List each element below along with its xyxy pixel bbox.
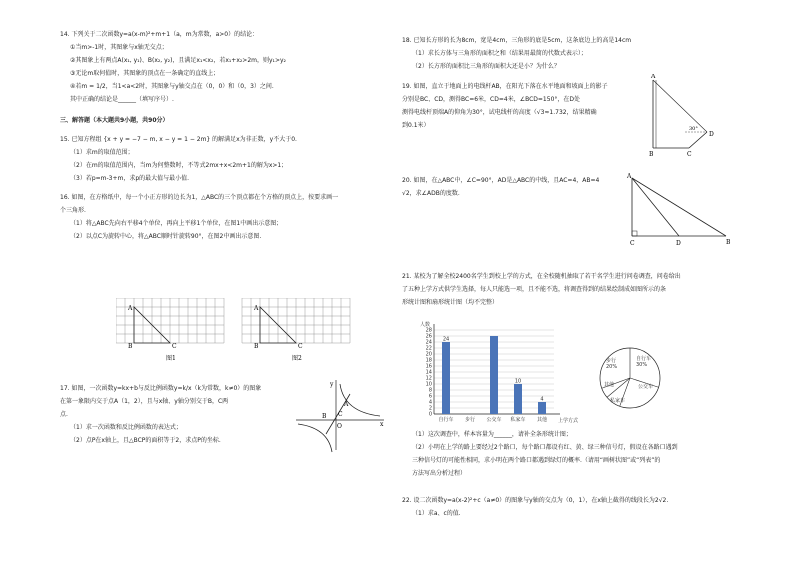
q17-stem-end: 点. — [60, 411, 68, 418]
y-tick-label: 16 — [425, 363, 432, 370]
label-b: B — [726, 239, 731, 246]
q18-stem: 18. 已知长方形的长为8cm，宽是4cm，三角形的底是5cm，这条底边上的高是14cm — [402, 37, 632, 44]
question-14 — [60, 28, 390, 106]
q17-stem-cont: 在第一象限内交于点A（1，2），且与x轴、y轴分别交于B，C两 — [60, 398, 229, 405]
q19-stem-3: 测得电线杆顶端A的仰角为30°，试电线杆的高度（√3≈1.732，结果精确 — [402, 109, 597, 116]
category-label: 公交车 — [486, 417, 502, 423]
q20-stem: 20. 如图，在△ABC中，∠C=90°，AD是△ABC的中线，且AC=4，AB=4 — [402, 177, 600, 184]
y-tick-label: 26 — [425, 333, 432, 340]
sun-ray — [653, 80, 707, 132]
q19-figure — [645, 74, 735, 164]
category-label: 其他 — [536, 417, 548, 423]
label-b: B — [128, 343, 133, 350]
q16-stem-cont: 个三角形. — [60, 207, 86, 214]
y-tick-label: 22 — [425, 345, 432, 352]
bar — [514, 384, 522, 414]
q22-stem: 22. 设二次函数y=a(x-2)²+c（a≠0）的图象与y轴的交点为（0，1），在x轴上截得的线段长为2√2. — [402, 497, 669, 504]
bar-chart — [416, 318, 586, 428]
y-tick-label: 10 — [425, 381, 432, 388]
q16-stem: 16. 如图，在方格纸中，每一个小正方形的边长为1，△ABC的三个顶点都在个方格的顶点上，按要求画一 — [60, 194, 339, 201]
bar-data-label: 24 — [442, 336, 450, 343]
pie-slice-label: 其他 — [604, 382, 615, 388]
q14-answer-prompt: 其中正确的结论是______（填写序号）. — [70, 96, 174, 103]
bar — [538, 402, 546, 414]
q17-part-2: （2）点P在x轴上，且△BCP的面积等于2，求点P的坐标. — [70, 437, 221, 444]
y-tick-label: 4 — [428, 399, 432, 406]
slope-cd — [689, 132, 707, 148]
median-ad — [632, 178, 679, 236]
x-axis-label: 上学方式 — [558, 418, 579, 424]
right-angle-mark — [632, 231, 637, 236]
label-a: A — [128, 305, 133, 312]
q15-part-2: （2）在m的取值范围内，当m为何整数时，不等式2mx+x<2m+1的解为x>1； — [70, 162, 288, 169]
fig1-caption: 图1 — [166, 355, 176, 362]
q19-stem: 19. 如图，直立于地面上的电线杆AB，在阳光下落在水平地面和坡面上的影子 — [402, 83, 608, 90]
q19-stem-4: 到0.1米） — [402, 122, 430, 129]
q15-part-3: （3）若p=m-3+m，求p的最大值与最小值. — [70, 175, 190, 182]
q21-part-1: （1）这次调查中，样本容量为______，请补全条形统计图； — [412, 431, 572, 438]
pie-slice-value: 30% — [636, 362, 648, 368]
side-ab — [632, 178, 726, 236]
label-b: B — [254, 343, 259, 350]
q17-part-1: （1）求一次函数和反比例函数的表达式； — [70, 424, 182, 431]
question-15 — [60, 133, 390, 185]
y-tick-label: 12 — [425, 375, 432, 382]
y-tick-label: 28 — [425, 327, 432, 334]
y-tick-label: 18 — [425, 357, 432, 364]
category-label: 自行车 — [438, 417, 454, 423]
question-21-parts — [402, 428, 742, 480]
bar — [490, 336, 498, 414]
q16-part-2: （2）以点C为旋转中心，将△ABC顺时针旋转90°，在图2中画出示意图. — [70, 233, 262, 240]
q17-stem: 17. 如图，一次函数y=kx+b与反比例函数y=k/x（k为常数，k≠0）的图象 — [60, 385, 262, 392]
label-a: A — [651, 74, 656, 80]
label-a: A — [344, 401, 349, 408]
q21-stem-3: 形统计图和扇形统计图（均不完整） — [402, 299, 499, 306]
q20-stem-2: √2，求∠ADB的度数. — [402, 190, 460, 197]
pie-slice-label: 私家车 — [610, 398, 626, 404]
question-20 — [402, 174, 642, 200]
left-column — [60, 28, 390, 249]
q21-part-2: （2）小明在上学的路上要经过2个路口，每个路口都设有红、黄、绿三种信号灯，假设在各路口遇到 — [412, 444, 678, 451]
q14-statement-1: ①当m>-1时，其图象与x轴无交点； — [70, 44, 168, 51]
q18-part-2: （2）长方形的面积比三角形的面积大还是小？为什么？ — [412, 63, 560, 70]
y-tick-label: 20 — [425, 351, 432, 358]
q14-statement-3: ③无论m取何值时，其图象的顶点在一条确定的直线上； — [70, 70, 220, 77]
q19-stem-2: 分别是BC、CD，测得BC=6米，CD=4米，∠BCD=150°，在D处 — [402, 96, 581, 103]
y-axis-label: 人数 — [420, 322, 431, 328]
label-angle: 30° — [689, 126, 698, 132]
q18-part-1: （1）求长方体与三角形的面积之和（结果用最简的代数式表示）； — [412, 50, 587, 57]
bar-data-label: 10 — [514, 378, 522, 385]
label-c: C — [630, 240, 635, 247]
section-heading: 三、解答题（本大题共9小题，共90分） — [60, 117, 169, 124]
q20-figure — [622, 170, 740, 248]
pie-slice-label: 公交车 — [638, 384, 654, 390]
q14-statement-2: ②其图象上有两点A(x₁, y₁)、B(x₂, y₂)，且满足x₁<x₂，若x₁+x₂>2m，则y₁>y₂ — [70, 57, 286, 64]
q17-graph — [292, 376, 388, 454]
question-21 — [402, 270, 742, 309]
q21-part-4: 方法写出分析过程） — [412, 470, 467, 477]
q14-stem: 14. 下列关于二次函数y=a(x-m)²+m+1（a，m为常数，a>0）的结论： — [60, 31, 259, 38]
y-tick-label: 24 — [425, 339, 432, 346]
question-19 — [402, 80, 642, 132]
pie-slice-label: 自行车 — [636, 356, 652, 362]
label-c: C — [298, 343, 303, 350]
q21-stem: 21. 某校为了解全校2400名学生到校上学的方式，在全校随机抽取了若干名学生进行问卷调查，问卷给出 — [402, 273, 681, 280]
label-a: A — [627, 173, 632, 180]
q22-part-1: （1）求a、c的值. — [412, 510, 461, 517]
label-y: y — [330, 381, 334, 388]
bar — [442, 342, 450, 414]
label-x: x — [380, 421, 384, 428]
y-tick-label: 0 — [428, 411, 432, 418]
q16-part-1: （1）将△ABC先向右平移4个单位，再向上平移1个单位，在图1中画出示意图； — [70, 220, 283, 227]
grid-figure-1 — [116, 298, 224, 362]
q21-stem-2: 了五种上学方式供学生选择，每人只能选一项，且不能不选，将调查得到的结果绘制成如图所示的条 — [402, 286, 667, 293]
q14-statement-4: ④若m = 1/2，当1<a<2时，其图象与y轴交点在（0，0）和（0，3）之间. — [70, 83, 274, 90]
fig2-caption: 图2 — [292, 355, 302, 362]
question-22 — [402, 494, 742, 520]
bar-data-label: 4 — [540, 396, 544, 403]
question-16 — [60, 191, 390, 243]
label-b: B — [649, 151, 654, 158]
label-c: C — [172, 343, 177, 350]
y-tick-label: 8 — [428, 387, 432, 394]
pie-slice-value: 20% — [606, 364, 618, 370]
label-b: B — [322, 413, 327, 420]
label-d: D — [676, 240, 681, 247]
pie-chart — [590, 338, 670, 418]
label-d: D — [709, 131, 714, 138]
question-18 — [402, 34, 742, 73]
y-tick-label: 14 — [425, 369, 432, 376]
category-label: 步行 — [464, 417, 476, 423]
label-c: C — [687, 151, 692, 158]
category-label: 私家车 — [510, 417, 526, 423]
pie-slice-label: 步行 — [606, 358, 617, 364]
y-tick-label: 2 — [428, 405, 432, 412]
q15-part-1: （1）求m的取值范围； — [70, 149, 134, 156]
label-a: A — [254, 305, 259, 312]
y-tick-label: 6 — [428, 393, 432, 400]
q21-part-3: 三种信号灯的可能性相同，求小明在两个路口都遇到绿灯的概率.（请用“画树状图”或“列表”的 — [412, 457, 661, 464]
hyperbola-q3 — [298, 424, 332, 452]
q15-stem: 15. 已知方程组 {x + y = −7 − m, x − y = 1 − 2m} 的解满足x为非正数，y不大于0. — [60, 136, 297, 143]
label-o: O — [337, 423, 342, 430]
label-c: C — [338, 411, 343, 418]
q16-grid-figures — [116, 298, 356, 366]
grid-figure-2 — [242, 298, 350, 362]
